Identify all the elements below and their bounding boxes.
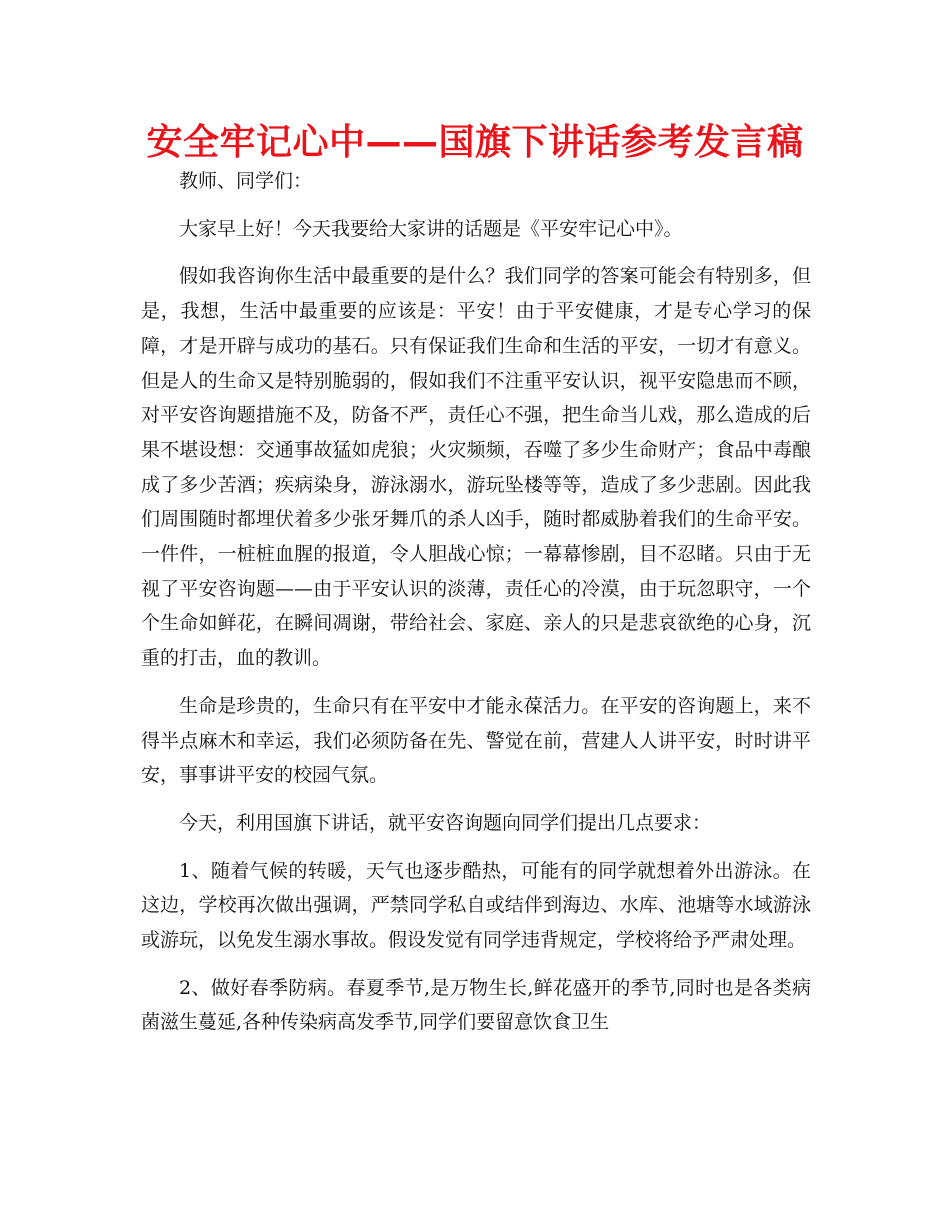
requirement-item: 1、随着气候的转暖，天气也逐步酷热，可能有的同学就想着外出游泳。在这边，学校再次做出强调，严禁同学私自或结伴到海边、水库、池塘等水域游泳或游玩，以免发生溺水事故。假设发觉有同学违背规定，学校将给予严肃处理。 — [141, 859, 811, 952]
salutation-paragraph: 教师、同学们： — [179, 170, 313, 192]
document-title: 安全牢记心中——国旗下讲话参考发言稿 — [146, 122, 804, 163]
requirement-item: 2、做好春季防病。春夏季节,是万物生长,鲜花盛开的季节,同时也是各类病菌滋生蔓延,各种传染病高发季节,同学们要留意饮食卫生 — [141, 976, 811, 1034]
document-body — [141, 164, 811, 1040]
greeting-paragraph: 大家早上好！今天我要给大家讲的话题是《平安牢记心中》。 — [179, 217, 683, 240]
body-paragraph: 今天，利用国旗下讲话，就平安咨询题向同学们提出几点要求： — [179, 811, 712, 834]
body-paragraph: 生命是珍贵的，生命只有在平安中才能永葆活力。在平安的咨询题上，来不得半点麻木和幸运，我们必须防备在先、警觉在前，营建人人讲平安，时时讲平安，事事讲平安的校园气氛。 — [141, 694, 811, 787]
body-paragraph: 假如我咨询你生活中最重要的是什么？我们同学的答案可能会有特别多，但是，我想，生活中最重要的应该是：平安！由于平安健康，才是专心学习的保障，才是开辟与成功的基石。只有保证我们生命和生活的平安，一切才有意义。但是人的生命又是特别脆弱的，假如我们不注重平安认识，视平安隐患而不顾，对平安咨询题措施不及，防备不严，责任心不强，把生命当儿戏，那么造成的后果不堪设想：交通事故猛如虎狼；火灾频频，吞噬了多少生命财产；食品中毒酿成了多少苦酒；疾病染身，游泳溺水，游玩坠楼等等，造成了多少悲剧。因此我们周围随时都埋伏着多少张牙舞爪的杀人凶手，随时都威胁着我们的生命平安。一件件，一桩桩血腥的报道，令人胆战心惊；一幕幕惨剧，目不忍睹。只由于无视了平安咨询题——由于平安认识的淡薄，责任心的冷漠，由于玩忽职守，一个个生命如鲜花，在瞬间凋谢，带给社会、家庭、亲人的只是悲哀欲绝的心身，沉重的打击，血的教训。 — [141, 265, 811, 670]
